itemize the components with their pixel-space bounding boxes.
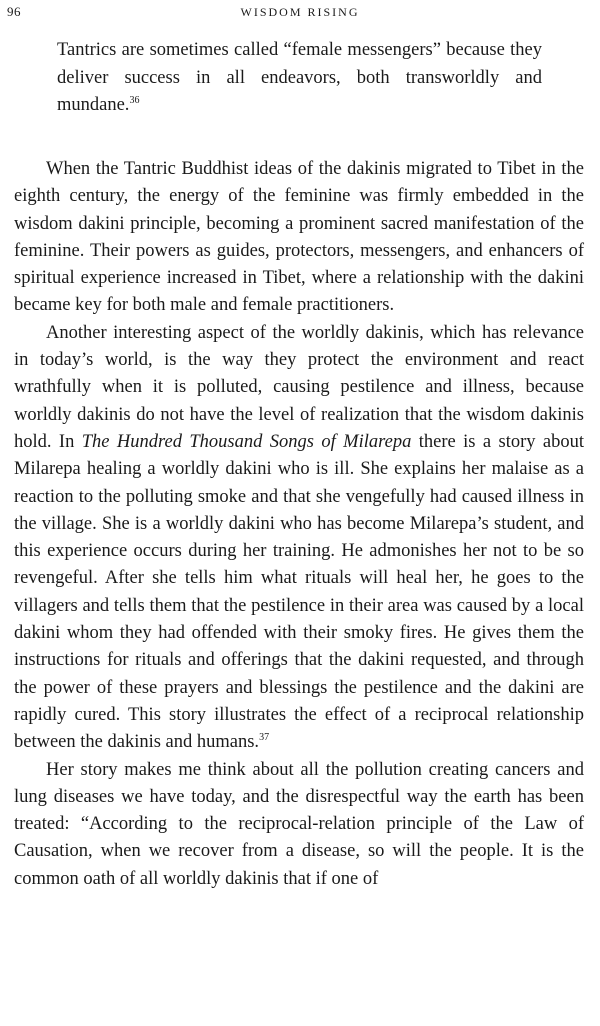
paragraph-3: Her story makes me think about all the pollution creating cancers and lung diseases we have today, and the disrespectful way the earth has been treated: “According to the reciprocal-relation principle of the Law of Causation, when we recover from a disease, so will the people. It is the common oath of all worldly dakinis that if one of <box>14 759 584 889</box>
book-title: The Hundred Thousand Songs of Milarepa <box>81 431 412 452</box>
paragraph-2-text-start: Another interesting aspect of the worldly dakinis, which has relevance in today’s world, is the way they protect the environment and react wrathfully when it is polluted, causing pestilence and illness, because worldly dakinis do not have the level of realization that the wisdom dakinis hold. In <box>14 322 584 452</box>
paragraph-2 <box>14 320 584 757</box>
paragraph-1: When the Tantric Buddhist ideas of the dakinis migrated to Tibet in the eighth century, the energy of the feminine was firmly embedded in the wisdom dakini principle, becoming a prominent sacred manifestation of the feminine. Their powers as guides, protectors, messengers, and enhancers of spiritual experience increased in Tibet, where a relationship with the dakini became key for both male and female practitioners. <box>14 159 584 316</box>
running-head: WISDOM RISING <box>240 5 360 19</box>
page-number: 96 <box>7 4 21 19</box>
paragraph-2-text-end: there is a story about Milarepa healing a worldly dakini who is ill. She explains her malaise as a reaction to the polluting smoke and that she vengefully had caused illness in the village. She is a worldly dakini who has become Milarepa’s student, and this experience occurs during her training. He admonishes her not to be so revengeful. After she tells him what rituals will heal her, he goes to the villagers and tells them that the pestilence in their area was caused by a local dakini whom they had offended with their smoky fires. He gives them the instructions for rituals and offerings that the dakini requested, and through the power of these prayers and blessings the pestilence and the dakini are rapidly cured. This story illustrates the effect of a reciprocal relationship between the dakinis and humans. <box>14 431 585 753</box>
quote-text: Tantrics are sometimes called “female messengers” because they deliver success in all endeavors, both transworldly and mundane. <box>57 40 542 115</box>
block-quote <box>57 37 542 120</box>
body-text <box>14 156 584 893</box>
footnote-ref-37: 37 <box>259 732 270 744</box>
footnote-ref-36: 36 <box>129 94 140 106</box>
